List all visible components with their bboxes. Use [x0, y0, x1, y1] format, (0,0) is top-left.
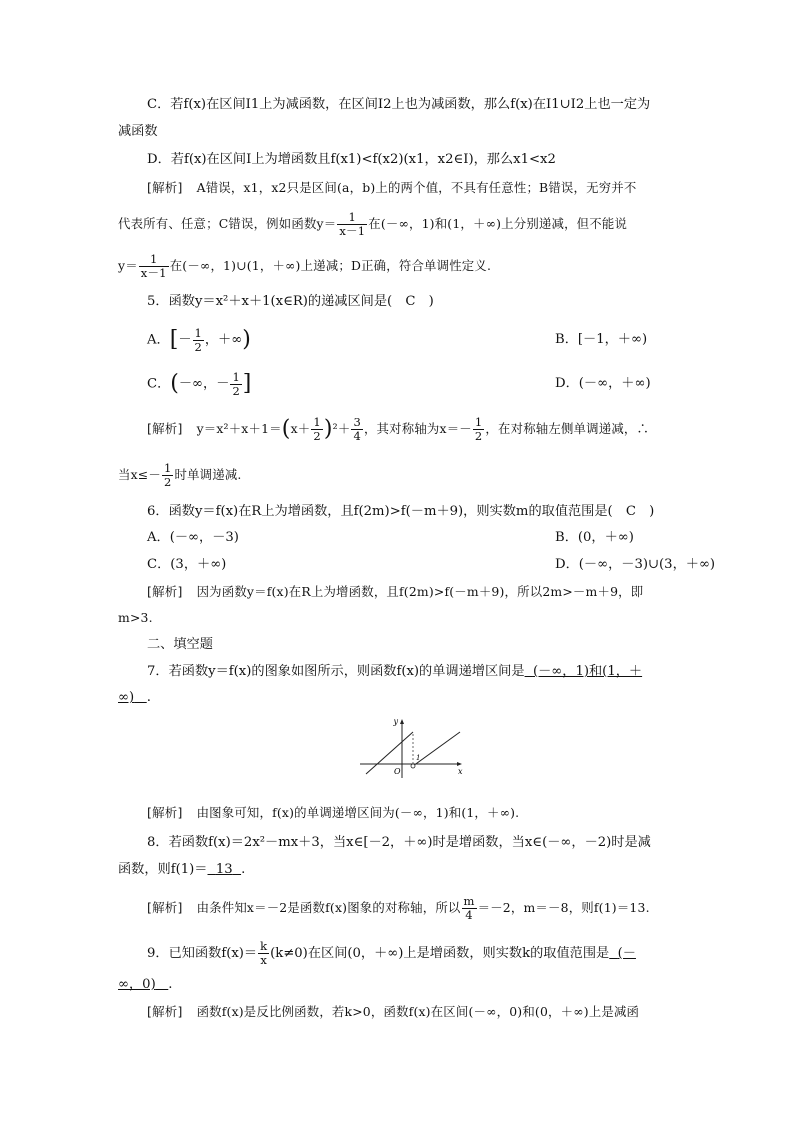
punctuation: . — [241, 862, 246, 877]
fraction-denominator: 2 — [313, 429, 321, 443]
analysis-text: x＋ — [290, 421, 311, 436]
question-text: 函数，则f(1)＝ — [118, 862, 208, 877]
fraction-denominator: 4 — [465, 908, 473, 922]
q5-option-d: D．(－∞，＋∞) — [555, 376, 651, 391]
q7-function-graph — [358, 716, 468, 780]
analysis-text: y＝x²＋x＋1＝ — [196, 421, 282, 436]
q6-options-cd — [147, 555, 794, 575]
analysis-text: 代表所有、任意；C错误，例如函数y＝ — [118, 216, 337, 231]
analysis-tag: [解析] — [147, 805, 183, 820]
analysis-tag: [解析] — [147, 1004, 183, 1019]
q4-analysis-line3 — [118, 248, 794, 284]
question-text: 9．已知函数f(x)＝ — [147, 946, 258, 961]
q7-stem — [147, 662, 794, 682]
analysis-text: 由条件知x＝－2是函数f(x)图象的对称轴，所以 — [196, 900, 461, 915]
analysis-text: ²＋ — [332, 421, 351, 436]
fraction-denominator: x－1 — [140, 266, 167, 280]
analysis-text: ，其对称轴为x＝－ — [363, 421, 472, 436]
punctuation: . — [168, 977, 173, 992]
fraction — [258, 940, 269, 967]
fraction-denominator: 2 — [194, 339, 202, 354]
fraction-numerator: 1 — [313, 415, 321, 429]
fraction — [351, 416, 363, 443]
fraction-numerator: m — [463, 894, 475, 908]
q6-option-a: A．(－∞，－3) — [147, 530, 239, 545]
question-text: (k≠0)在区间(0，＋∞)上是增函数，则实数k的取值范围是 — [270, 946, 610, 961]
fraction — [139, 253, 169, 280]
answer-text: (－∞，1)和(1，＋ — [532, 664, 643, 679]
q4-option-d: D．若f(x)在区间I上为增函数且f(x1)<f(x2)(x1，x2∈I)，那么x1<x2 — [147, 152, 556, 167]
q9-answer — [609, 946, 636, 961]
analysis-text: 函数f(x)是反比例函数，若k>0，函数f(x)在区间(－∞，0)和(0，＋∞)上是减函 — [196, 1004, 640, 1019]
answer-text: 13 — [215, 862, 233, 877]
q6-option-b: B．(0，＋∞) — [555, 530, 634, 545]
fraction-denominator: x — [260, 953, 267, 967]
x-axis-label: x — [458, 767, 463, 776]
q5-option-a — [147, 322, 794, 358]
analysis-text: 当x≤－ — [118, 467, 161, 482]
analysis-text: A错误，x1，x2只是区间(a，b)上的两个值，不具有任意性；B错误，无穷并不 — [196, 180, 637, 195]
q6-option-c: C．(3，＋∞) — [147, 557, 227, 572]
analysis-text: y＝ — [118, 258, 138, 273]
q5-analysis-line2 — [118, 456, 794, 494]
q6-options-ab — [147, 528, 794, 548]
q6-analysis-line1 — [147, 582, 794, 602]
q5-analysis-line1 — [147, 410, 794, 448]
q9-stem-line1 — [147, 936, 794, 972]
fraction-numerator: 1 — [139, 253, 169, 267]
answer-blank — [156, 977, 169, 992]
fraction — [337, 211, 367, 238]
q5-option-b: B．[－1，＋∞) — [555, 332, 648, 347]
answer-blank — [134, 690, 147, 705]
analysis-tag: [解析] — [147, 180, 183, 195]
q6-stem: 6．函数y＝f(x)在R上为增函数，且f(2m)>f(－m＋9)，则实数m的取值范围是( C ) — [147, 504, 655, 519]
q7-analysis — [147, 803, 794, 823]
q4-option-c-line2: 减函数 — [118, 124, 158, 139]
q6-option-d: D．(－∞，－3)∪(3，＋∞) — [555, 557, 716, 572]
answer-text: ∞) — [118, 690, 135, 705]
q9-analysis — [147, 1002, 794, 1022]
q8-answer — [208, 862, 242, 877]
option-text: ，＋∞ — [204, 332, 243, 348]
paren-open: ( — [170, 371, 179, 396]
left-branch — [366, 732, 413, 774]
punctuation: . — [146, 690, 151, 705]
fraction — [311, 416, 323, 443]
q4-option-c-line1: C．若f(x)在区间I1上为减函数，在区间I2上也为减函数，那么f(x)在I1∪I2上也一定为 — [147, 97, 651, 112]
q4-analysis-line2 — [118, 206, 794, 242]
y-axis-arrow — [400, 719, 404, 724]
analysis-text: 因为函数y＝f(x)在R上为增函数，且f(2m)>f(－m＋9)，所以2m>－m＋9，即 — [196, 584, 644, 599]
fraction-numerator: 1 — [163, 461, 172, 475]
fraction-denominator: x－1 — [339, 224, 366, 238]
bracket-open: [ — [169, 327, 179, 352]
analysis-tag: [解析] — [147, 900, 183, 915]
q8-stem-line1: 8．若函数f(x)＝2x²－mx＋3，当x∈[－2，＋∞)时是增函数，当x∈(－∞，－2)时是减 — [147, 835, 651, 850]
q7-stem-line2 — [118, 688, 794, 708]
analysis-text: ，在对称轴左侧单调递减，∴ — [485, 421, 650, 436]
q9-stem-line2 — [118, 975, 794, 995]
fraction-denominator: 2 — [474, 429, 483, 443]
fraction-numerator: 1 — [232, 369, 240, 384]
q8-analysis — [147, 890, 794, 926]
q7-answer — [525, 664, 643, 679]
fraction-numerator: k — [260, 939, 268, 953]
q8-stem-line2 — [118, 860, 794, 880]
section-heading: 二、填空题 — [147, 637, 213, 652]
x-axis-arrow — [457, 762, 462, 766]
fraction — [473, 416, 485, 443]
option-text: － — [178, 332, 192, 348]
y-axis-label: y — [393, 717, 398, 726]
fraction-numerator: 1 — [474, 415, 483, 429]
analysis-tag: [解析] — [147, 421, 183, 436]
q5-option-c — [147, 366, 794, 402]
fraction-denominator: 4 — [353, 429, 361, 443]
origin-label: O — [394, 767, 401, 776]
tick-label-1: 1 — [416, 754, 421, 762]
analysis-tag: [解析] — [147, 584, 183, 599]
fraction-numerator: 1 — [337, 211, 367, 225]
option-label: C． — [147, 376, 171, 392]
fraction — [462, 895, 477, 922]
answer-text: (－ — [617, 946, 636, 961]
analysis-text: ＝－2，m＝－8，则f(1)＝13. — [477, 900, 650, 915]
fraction-denominator: 2 — [163, 475, 172, 489]
open-endpoint — [411, 764, 415, 768]
analysis-text: 由图象可知，f(x)的单调递增区间为(－∞，1)和(1，＋∞). — [196, 805, 520, 820]
fraction — [193, 327, 204, 354]
fraction-numerator: 3 — [353, 415, 361, 429]
q6-analysis-line2: m>3. — [118, 610, 153, 625]
right-branch — [413, 732, 460, 766]
analysis-text: 在(－∞，1)∪(1，＋∞)上递减；D正确，符合单调性定义. — [169, 258, 492, 273]
paren-close: ) — [242, 327, 251, 352]
fraction-numerator: 1 — [194, 325, 202, 340]
option-label: A． — [147, 332, 170, 348]
fraction-denominator: 2 — [232, 383, 240, 398]
option-text: －∞，－ — [178, 376, 230, 392]
paren-open: ( — [281, 416, 291, 442]
bracket-close: ] — [242, 371, 252, 396]
question-text: 7．若函数y＝f(x)的图象如图所示，则函数f(x)的单调递增区间是 — [147, 664, 525, 679]
answer-text: ∞，0) — [118, 977, 156, 992]
fraction — [162, 462, 174, 489]
analysis-text: 时单调递减. — [174, 467, 242, 482]
analysis-text: 在(－∞，1)和(1，＋∞)上分别递减，但不能说 — [368, 216, 628, 231]
q5-stem: 5．函数y＝x²＋x＋1(x∈R)的递减区间是( C ) — [147, 294, 434, 309]
q4-analysis-line1 — [147, 178, 794, 198]
paren-close: ) — [323, 416, 333, 442]
fraction — [230, 371, 241, 398]
